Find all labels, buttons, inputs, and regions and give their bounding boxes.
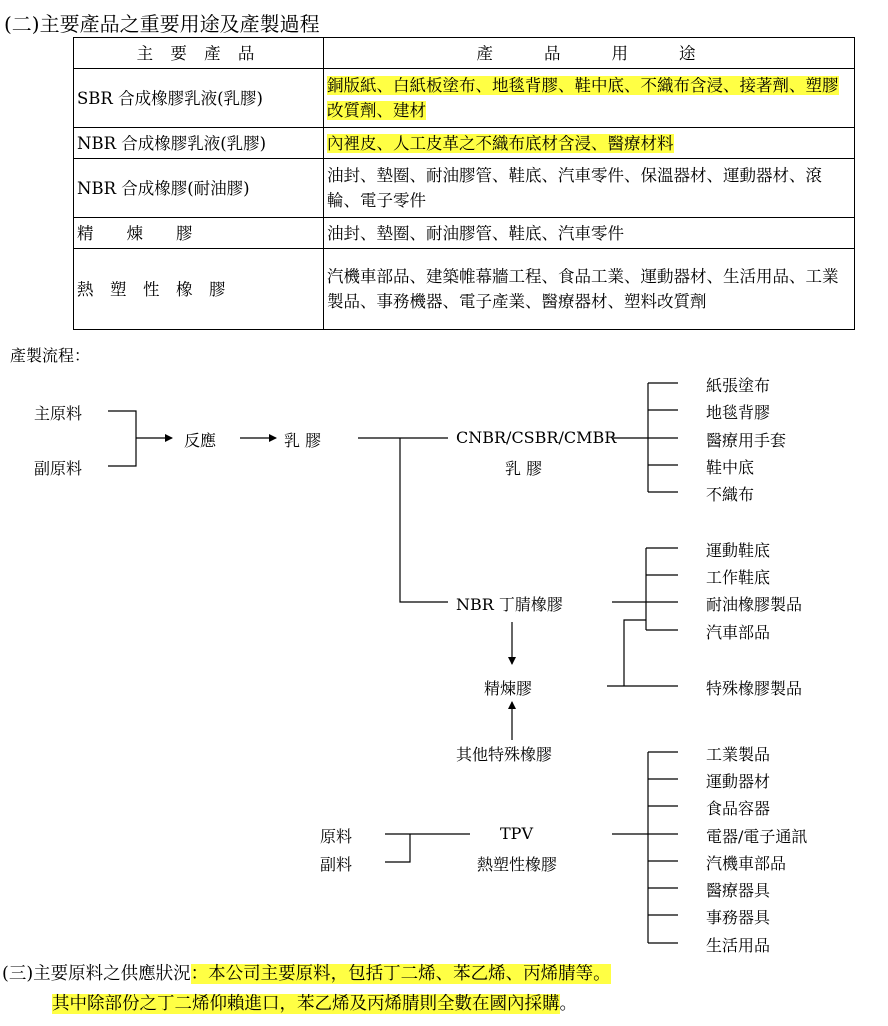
product-use xyxy=(324,69,855,128)
product-name: 熱 塑 性 橡 膠 xyxy=(74,249,324,330)
product-use: 油封、墊圈、耐油膠管、鞋底、汽車零件 xyxy=(324,218,855,249)
product-use: 油封、墊圈、耐油膠管、鞋底、汽車零件、保溫器材、運動器材、滾輪、電子零件 xyxy=(324,159,855,218)
latex-use-item: 不織布 xyxy=(706,485,755,504)
latex-use-item: 醫療用手套 xyxy=(706,431,787,450)
latex-use-item: 紙張塗布 xyxy=(706,376,771,395)
latex-use-item: 地毯背膠 xyxy=(706,403,771,422)
flow-title: 產製流程： xyxy=(10,346,91,365)
tpv-use-item: 事務器具 xyxy=(706,908,771,927)
latex-label: 乳 膠 xyxy=(284,431,322,450)
tpv-use-item: 汽機車部品 xyxy=(706,854,787,873)
products-table xyxy=(73,37,855,330)
tpv-thermoplastic-label: 熱塑性橡膠 xyxy=(477,855,558,874)
cnbr-latex-label: 乳 膠 xyxy=(505,459,543,478)
sub-raw-label: 副原料 xyxy=(34,459,83,478)
section-heading: (二)主要產品之重要用途及產製過程 xyxy=(4,12,320,36)
tpv-use-item: 運動器材 xyxy=(706,772,771,791)
product-use: 汽機車部品、建築帷幕牆工程、食品工業、運動器材、生活用品、工業製品、事務機器、電子產業、醫療器材、塑料改質劑 xyxy=(324,249,855,330)
tpv-use-item: 工業製品 xyxy=(706,745,771,764)
product-name: NBR 合成橡膠(耐油膠) xyxy=(74,159,324,218)
nbr-use-item: 耐油橡膠製品 xyxy=(706,595,803,614)
tpv-label: TPV xyxy=(500,824,533,843)
main-raw-label: 主原料 xyxy=(34,404,83,423)
nbr-use-item: 運動鞋底 xyxy=(706,541,771,560)
header-use: 產 品 用 途 xyxy=(324,38,855,69)
table-row xyxy=(74,69,855,128)
reaction-label: 反應 xyxy=(184,431,217,450)
tpv-use-item: 醫療器具 xyxy=(706,881,771,900)
table-row xyxy=(74,128,855,159)
tpv-raw-label: 原料 xyxy=(320,827,353,846)
table-header-row xyxy=(74,38,855,69)
product-name: NBR 合成橡膠乳液(乳膠) xyxy=(74,128,324,159)
table-row xyxy=(74,159,855,218)
tpv-use-item: 食品容器 xyxy=(706,799,771,818)
product-use-text: 銅版紙、白紙板塗布、地毯背膠、鞋中底、不織布含浸、接著劑、塑膠改質劑、建材 xyxy=(327,76,839,120)
table-row xyxy=(74,249,855,330)
section3-text-2: 其中除部份之丁二烯仰賴進口，苯乙烯及丙烯腈則全數在國內採購 xyxy=(52,994,560,1014)
product-name: SBR 合成橡膠乳液(乳膠) xyxy=(74,69,324,128)
section3-title: (三)主要原料之供應狀況 xyxy=(2,964,191,984)
product-use xyxy=(324,128,855,159)
latex-use-item: 鞋中底 xyxy=(706,458,755,477)
section3-text-end: 。 xyxy=(559,994,577,1014)
refined-label: 精煉膠 xyxy=(484,679,533,698)
product-name: 精 煉 膠 xyxy=(74,218,324,249)
nbr-label: NBR 丁腈橡膠 xyxy=(456,595,563,614)
tpv-sub-label: 副料 xyxy=(320,855,353,874)
special-label: 特殊橡膠製品 xyxy=(706,679,803,698)
tpv-use-item: 生活用品 xyxy=(706,936,771,955)
other-special-label: 其他特殊橡膠 xyxy=(456,745,553,764)
cnbr-label: CNBR/CSBR/CMBR xyxy=(456,428,617,447)
section3-line1 xyxy=(2,960,611,985)
nbr-use-item: 汽車部品 xyxy=(706,623,771,642)
section3-line2 xyxy=(52,990,577,1015)
header-product: 主 要 產 品 xyxy=(74,38,324,69)
table-row xyxy=(74,218,855,249)
section3-text-1: ：本公司主要原料，包括丁二烯、苯乙烯、丙烯腈等。 xyxy=(190,964,611,984)
nbr-use-item: 工作鞋底 xyxy=(706,568,771,587)
product-use-text: 內裡皮、人工皮革之不織布底材含浸、醫療材料 xyxy=(327,133,674,153)
tpv-use-item: 電器/電子通訊 xyxy=(706,827,808,846)
